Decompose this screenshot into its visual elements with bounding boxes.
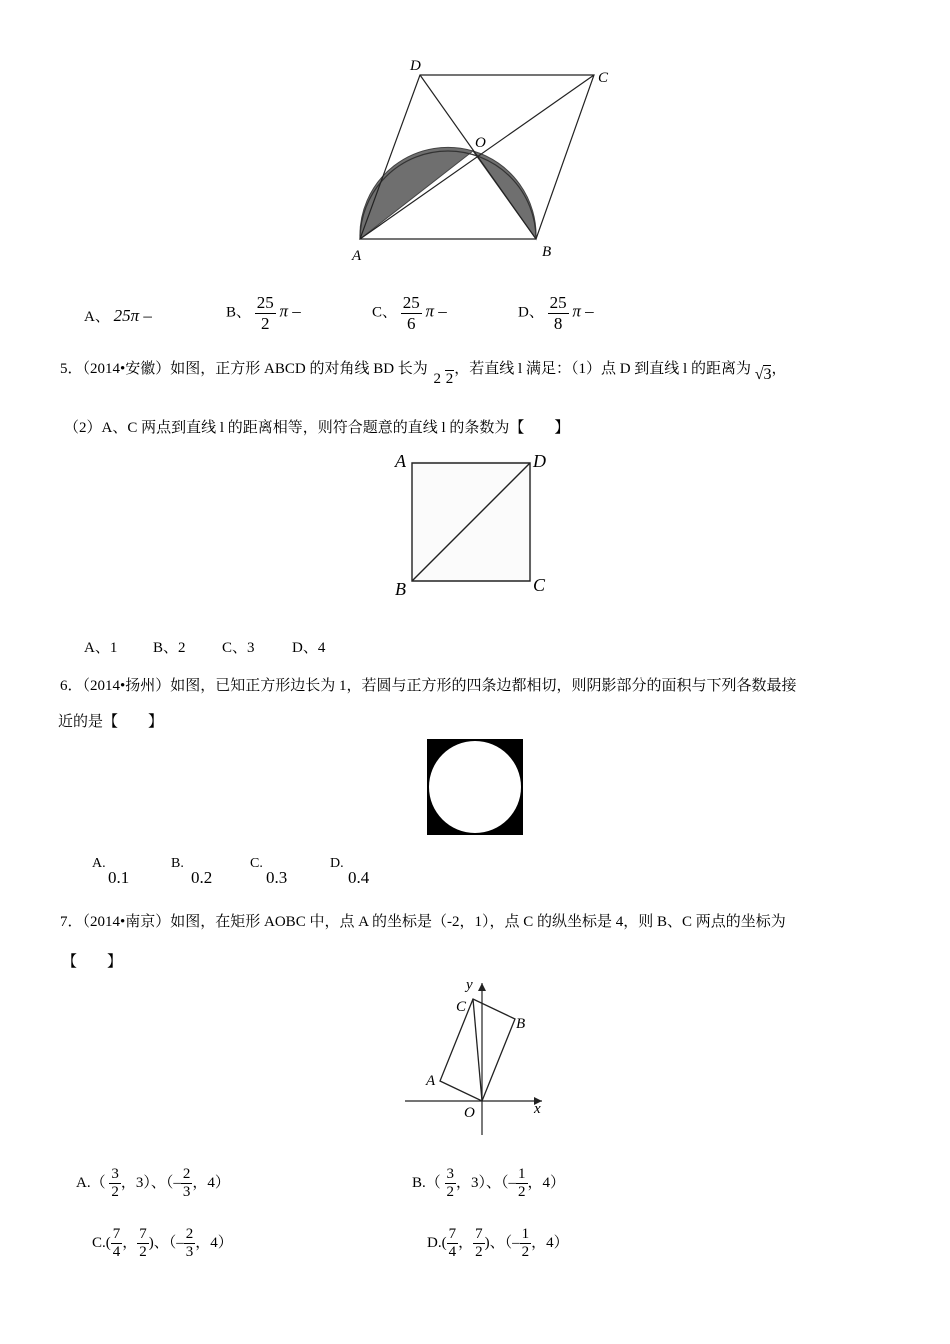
q7-option-b-label: B.（: [412, 1175, 441, 1192]
q7-option-d-label: D.(: [427, 1235, 447, 1252]
q6-option-b-value: 0.2: [191, 868, 213, 887]
label-o: O: [475, 135, 486, 151]
q4-option-b-label: B、: [226, 304, 252, 321]
diagonal-oc: [473, 999, 482, 1101]
q4-option-c-label: C、: [372, 304, 398, 321]
q4-option-d-label: D、: [518, 304, 544, 321]
inscribed-circle: [429, 741, 521, 833]
q7-number: 7．: [60, 914, 83, 930]
q7-text-line2: 【 】: [62, 954, 123, 970]
q5-sqrt: √3: [754, 366, 772, 383]
q7-option-d-sep: ，: [458, 1235, 474, 1252]
q7-option-b-mid: ，3）、（–: [456, 1175, 517, 1192]
q7-option-a-frac2: $\frac{2}{3}$: [182, 1166, 191, 1201]
q6-option-b: [171, 854, 212, 888]
q4-option-d-tail: π –: [572, 301, 594, 321]
label-c: C: [598, 70, 609, 86]
q5-option-b: B、2: [153, 640, 186, 656]
q5-option-a: A、1: [84, 640, 118, 656]
q7-text-a: （2014•南京）如图，在矩形 AOBC 中，点 A 的坐标是（-2，1），点 C 的纵坐标是 4，则 B、C 两点的坐标为: [82, 914, 786, 930]
q6-option-d-value: 0.4: [348, 868, 370, 887]
q7-option-c-frac1: $\frac{7}{4}$: [112, 1226, 121, 1261]
q4-option-b: [226, 293, 301, 333]
q4-option-d: [518, 293, 594, 333]
q6-option-c-value: 0.3: [266, 868, 288, 887]
label-d: D: [410, 58, 421, 74]
sq-label-a: A: [395, 451, 406, 471]
q7-option-c-end: ，4）: [195, 1235, 233, 1252]
q6-text-a: （2014•扬州）如图，已知正方形边长为 1，若圆与正方形的四条边都相切，则阴影部分的面积与下列各数最接: [82, 678, 797, 694]
coord-label-b: B: [516, 1016, 526, 1032]
q6-option-a-value: 0.1: [108, 868, 130, 887]
q6-option-b-label: B.: [171, 856, 184, 871]
coord-label-o: O: [464, 1105, 475, 1121]
circle-in-square-figure: [427, 739, 523, 835]
q7-option-a-end: ，4）: [192, 1175, 230, 1192]
q6-option-a: [92, 854, 129, 888]
sq-label-b: B: [395, 579, 406, 599]
q7-option-c-label: C.(: [92, 1235, 111, 1252]
q7-text-line1: [60, 910, 786, 931]
q4-option-a-label: A、: [84, 309, 110, 325]
q6-option-c: [250, 854, 287, 888]
q5-text-line1: [60, 357, 787, 387]
coord-label-y: y: [466, 977, 473, 993]
q7-option-a-label: A.（: [76, 1175, 106, 1192]
q4-option-c-fraction: $\frac{25}{6}$: [402, 293, 420, 333]
q7-option-c-frac3: $\frac{2}{3}$: [185, 1226, 194, 1261]
q7-option-d-frac3: $\frac{1}{2}$: [521, 1226, 530, 1261]
q5-bd-length: 2 2: [433, 371, 454, 387]
square-figure: [390, 447, 560, 602]
q5-text-c: ，: [771, 361, 787, 377]
q5-option-d: D、4: [292, 640, 326, 656]
q6-text-line2: 近的是【 】: [58, 714, 164, 730]
q5-text-a: （2014•安徽）如图，正方形 ABCD 的对角线 BD 长为: [82, 361, 428, 377]
q7-option-c-mid: )、（–: [148, 1235, 184, 1252]
q7-option-b: [412, 1166, 565, 1202]
q7-option-d-frac2: $\frac{7}{2}$: [475, 1226, 483, 1261]
y-axis-arrow: [478, 983, 486, 991]
q6-number: 6．: [60, 678, 83, 694]
q7-option-c: [92, 1226, 233, 1262]
coord-label-c: C: [456, 999, 467, 1015]
q4-option-b-tail: π –: [279, 301, 301, 321]
q6-option-c-label: C.: [250, 856, 263, 871]
q6-text-line1: [60, 674, 797, 695]
q4-option-d-fraction: $\frac{25}{8}$: [549, 293, 567, 333]
q7-option-c-frac2: $\frac{7}{2}$: [139, 1226, 147, 1261]
q4-option-c-tail: π –: [425, 301, 447, 321]
q5-option-c: C、3: [222, 640, 255, 656]
q6-option-d: [330, 854, 369, 888]
label-a: A: [352, 248, 362, 264]
q7-option-c-sep: ，: [122, 1235, 138, 1252]
q4-option-b-fraction: $\frac{25}{2}$: [256, 293, 274, 333]
coord-label-x: x: [534, 1101, 541, 1117]
sq-label-c: C: [533, 575, 546, 595]
q7-option-d-mid: )、（–: [484, 1235, 520, 1252]
q4-option-c: [372, 293, 447, 333]
q4-option-a-expr: 25π –: [113, 306, 152, 325]
coord-label-a: A: [426, 1073, 436, 1089]
q5-number: 5．: [60, 361, 83, 377]
rhombus-figure: [340, 50, 620, 270]
q7-option-d-frac1: $\frac{7}{4}$: [448, 1226, 457, 1261]
label-b: B: [542, 244, 552, 260]
q7-option-a-frac1: $\frac{3}{2}$: [111, 1166, 119, 1201]
q5-text-b: ，若直线 l 满足：（1）点 D 到直线 l 的距离为: [454, 361, 751, 377]
q6-option-a-label: A.: [92, 856, 106, 871]
q5-text-line2: （2）A、C 两点到直线 l 的距离相等，则符合题意的直线 l 的条数为【 】: [64, 420, 570, 436]
q7-option-b-frac2: $\frac{1}{2}$: [518, 1166, 526, 1201]
q7-option-a: [76, 1166, 230, 1202]
q7-option-b-frac1: $\frac{3}{2}$: [446, 1166, 455, 1201]
q7-option-d: [427, 1226, 569, 1262]
coordinate-rectangle-figure: [400, 975, 555, 1140]
q7-option-b-end: ，4）: [527, 1175, 566, 1192]
sq-label-d: D: [533, 451, 546, 471]
q7-option-d-end: ，4）: [531, 1235, 569, 1252]
q4-option-a: [84, 305, 152, 326]
q6-option-d-label: D.: [330, 856, 344, 871]
diagonal-ac: [360, 75, 594, 239]
q7-option-a-mid: ，3）、（–: [120, 1175, 181, 1192]
